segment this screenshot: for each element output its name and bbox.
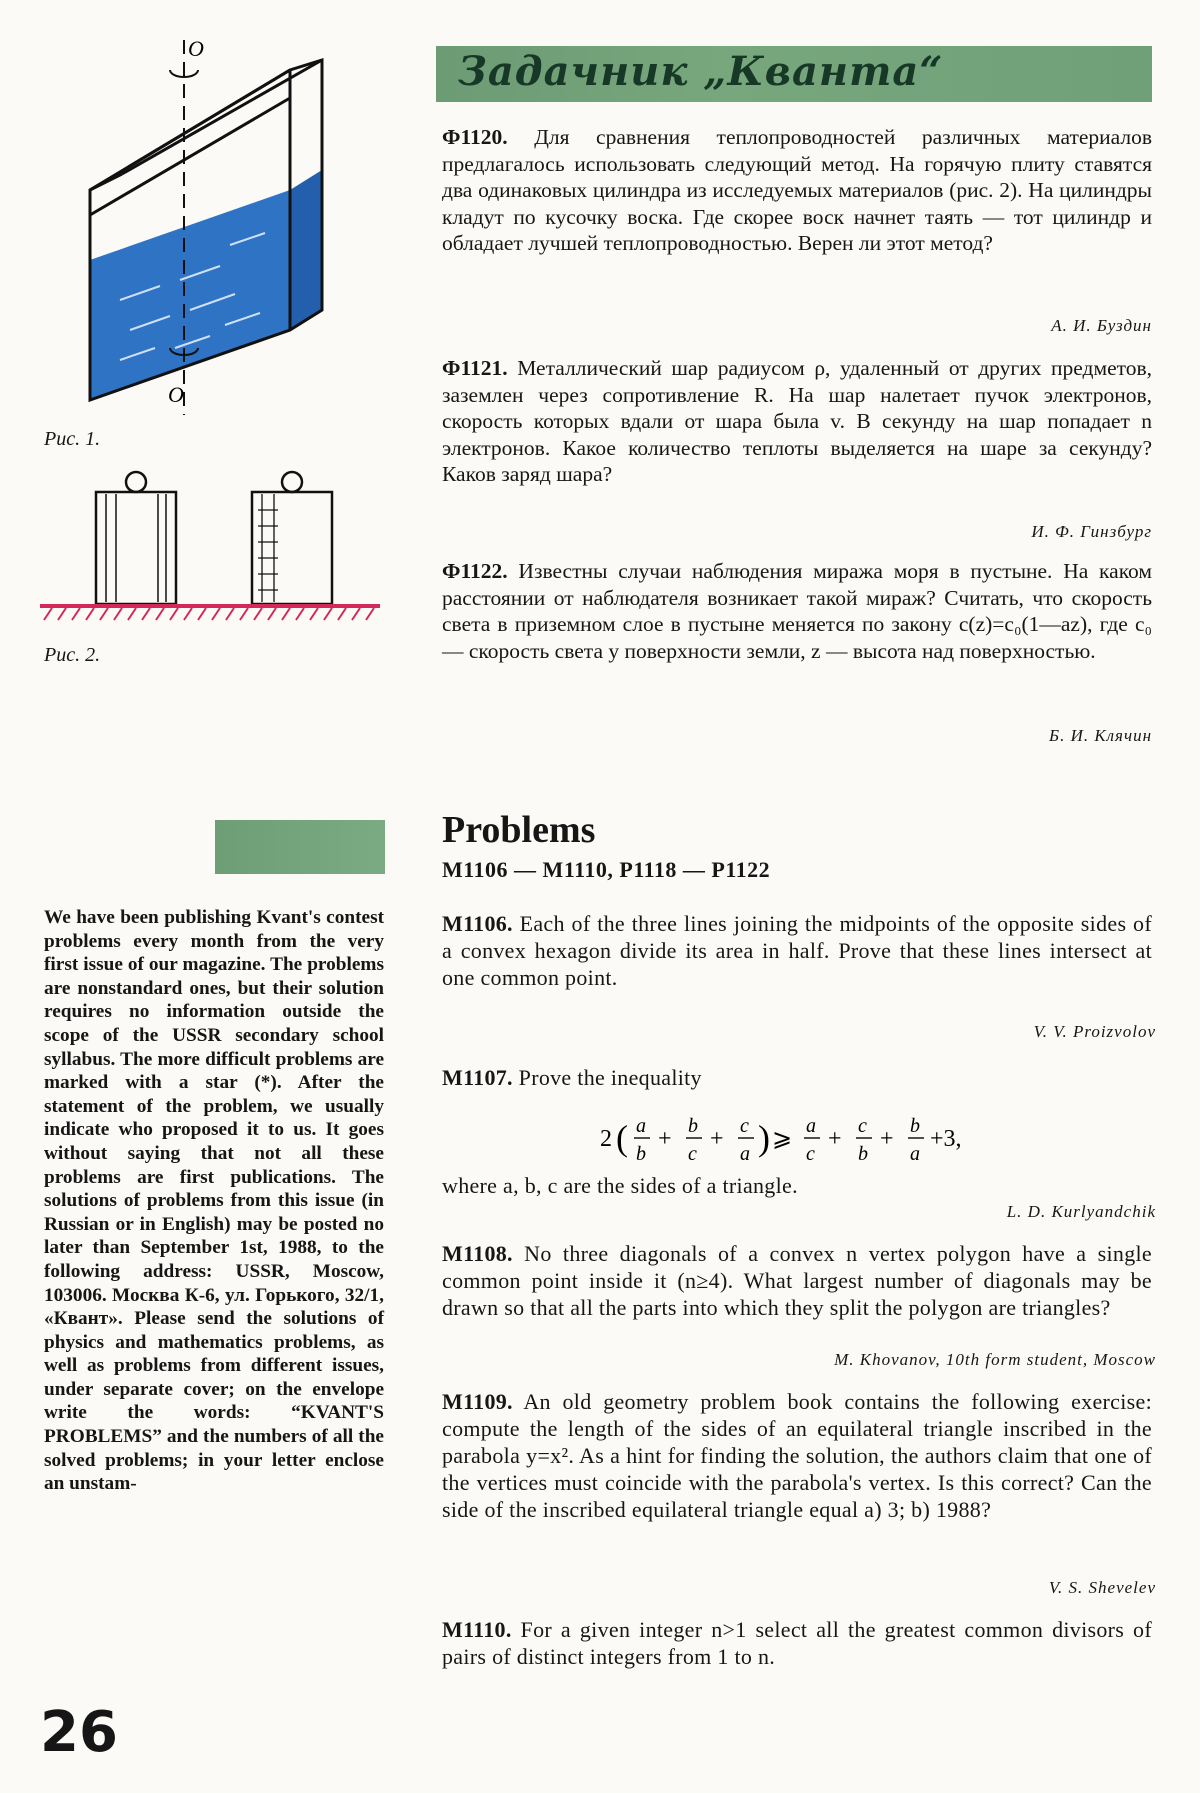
frac-den: b — [636, 1143, 646, 1165]
problem-text: Известны случаи наблюдения миража моря в пустыне. На каком расстоянии от наблюдателя возникает такой мираж? Считать, что скорость света в приземном слое в пустыне меняется по закону c(z)=c₀(1—az), где c₀ — скорость света у поверхности земли, z — высота над поверхностью. — [442, 559, 1152, 663]
frac-num: c — [858, 1115, 867, 1137]
inequality-formula — [600, 1108, 1020, 1168]
formula-plus: + — [828, 1126, 842, 1152]
problems-subtitle: M1106 — M1110, P1118 — P1122 — [442, 857, 771, 882]
formula-plus: + — [880, 1126, 894, 1152]
figure-2-caption: Рис. 2. — [44, 644, 101, 666]
formula-three: +3, — [930, 1126, 962, 1152]
page-number: 26 — [40, 1700, 118, 1765]
wax-piece-1 — [126, 472, 146, 492]
problem-text: Для сравнения теплопроводностей различных материалов предлагалось использовать следующий метод. На горячую плиту ставятся два одинаковых цилиндра из исследуемых материалов (рис. 2). На цилиндры кладут по кусочку воска. Где скорее воск начнет таять — тот цилиндр и обладает лучшей теплопроводностью. Верен ли этот метод? — [442, 125, 1152, 255]
problem-text: For a given integer n>1 select all the greatest common divisors of pairs of distinct integers from 1 to n. — [442, 1617, 1152, 1669]
cylinder-1-stripes — [106, 494, 166, 602]
author-m1106: V. V. Proizvolov — [1033, 1022, 1156, 1041]
problem-number: Ф1121. — [442, 356, 508, 380]
figure-1-vessel — [60, 30, 360, 430]
figure-1-caption: Рис. 1. — [44, 428, 101, 450]
formula-coef: 2 — [600, 1126, 612, 1152]
problem-text: Each of the three lines joining the midpoints of the opposite sides of a convex hexagon divide its area in half. Prove that these lines intersect at one common point. — [442, 911, 1152, 990]
section-banner — [436, 46, 1152, 102]
water-side — [290, 170, 322, 330]
green-decor-block — [215, 820, 385, 874]
frac-num: a — [806, 1115, 816, 1137]
problem-number: M1109. — [442, 1389, 513, 1414]
problem-m1107 — [442, 1064, 1152, 1091]
banner-title: Задачник „Кванта“ — [458, 48, 944, 95]
problem-m1106 — [442, 910, 1152, 991]
water-front — [90, 190, 290, 400]
cylinder-1 — [96, 492, 176, 604]
problem-text: Металлический шар радиусом ρ, удаленный от других предметов, заземлен через сопротивление R. На шар налетает пучок электронов, скорость которых вдали от шара была v. В секунду на шар попадает n электронов. Какое количество теплоты выделяется на шаре за секунду? Каков заряд шара? — [442, 356, 1153, 486]
problem-f1122 — [442, 558, 1152, 664]
hot-plate-hatching — [44, 608, 374, 620]
problems-title: Problems — [442, 809, 596, 851]
problem-text: An old geometry problem book contains the following exercise: compute the length of the sides of an equilateral triangle inscribed in the parabola y=x². As a hint for finding the solution, the authors claim that one of the vertices must coincide with the parabola's vertex. Is this correct? Can the side of the inscribed equilateral triangle equal a) 3; b) 1988? — [442, 1389, 1152, 1522]
frac-num: b — [688, 1115, 698, 1137]
problem-number: M1108. — [442, 1241, 513, 1266]
formula-plus: + — [658, 1126, 672, 1152]
problem-f1121 — [442, 355, 1152, 488]
frac-num: c — [740, 1115, 749, 1137]
problem-number: M1106. — [442, 911, 513, 936]
problem-number: M1110. — [442, 1617, 512, 1642]
author-m1108: M. Khovanov, 10th form student, Moscow — [834, 1350, 1156, 1369]
axis-label-top: O — [188, 36, 204, 61]
author-f1122: Б. И. Клячин — [1049, 726, 1152, 745]
problem-m1107-continued: where a, b, c are the sides of a triangle. — [442, 1173, 798, 1198]
problem-text: No three diagonals of a convex n vertex polygon have a single common point inside it (n≥4). What largest number of diagonals may be drawn so that all the parts into which they split the polygon are triangles? — [442, 1241, 1152, 1320]
wax-piece-2 — [282, 472, 302, 492]
problem-m1110 — [442, 1616, 1152, 1670]
frac-num: b — [910, 1115, 920, 1137]
cylinder-2-brick-pattern — [258, 494, 278, 602]
formula-geq: ⩾ — [772, 1126, 793, 1152]
frac-den: a — [910, 1143, 920, 1165]
frac-den: b — [858, 1143, 868, 1165]
frac-num: a — [636, 1115, 646, 1137]
problem-number: Ф1120. — [442, 125, 508, 149]
axis-label-bottom: O — [168, 382, 184, 407]
problem-m1109 — [442, 1388, 1152, 1523]
problem-number: M1107. — [442, 1065, 513, 1090]
frac-den: c — [806, 1143, 815, 1165]
formula-lparen: ( — [616, 1118, 628, 1158]
frac-den: c — [688, 1143, 697, 1165]
contest-info-column: We have been publishing Kvant's contest problems every month from the very first issue of our magazine. The problems are nonstandard ones, but their solution requires no information outside the scope of the USSR secondary school syllabus. The more difficult problems are marked with a star (*). After the statement of the problem, we usually indicate who proposed it to us. It goes without saying that not all these problems are first publications. The solutions of problems from this issue (in Russian or in English) may be posted no later than September 1st, 1988, to the following address: USSR, Moscow, 103006. Москва К-6, ул. Горького, 32/1, «Квант». Please send the solutions of physics and mathematics problems, as well as problems from different issues, under separate cover; on the envelope write the words: “KVANT'S PROBLEMS” and the numbers of all the solved problems; in your letter enclose an unstam- — [44, 907, 384, 1495]
problem-text: Prove the inequality — [518, 1065, 702, 1090]
author-m1109: V. S. Shevelev — [1048, 1578, 1156, 1597]
author-m1107: L. D. Kurlyandchik — [1006, 1202, 1156, 1221]
problem-f1120 — [442, 124, 1152, 257]
formula-plus: + — [710, 1126, 724, 1152]
author-f1121: И. Ф. Гинзбург — [1031, 522, 1152, 541]
problem-number: Ф1122. — [442, 559, 508, 583]
frac-den: a — [740, 1143, 750, 1165]
cylinder-2 — [252, 492, 332, 604]
author-f1120: А. И. Буздин — [1051, 316, 1152, 335]
figure-2-cylinders — [30, 460, 390, 640]
problem-m1108 — [442, 1240, 1152, 1321]
formula-rparen: ) — [758, 1118, 770, 1158]
